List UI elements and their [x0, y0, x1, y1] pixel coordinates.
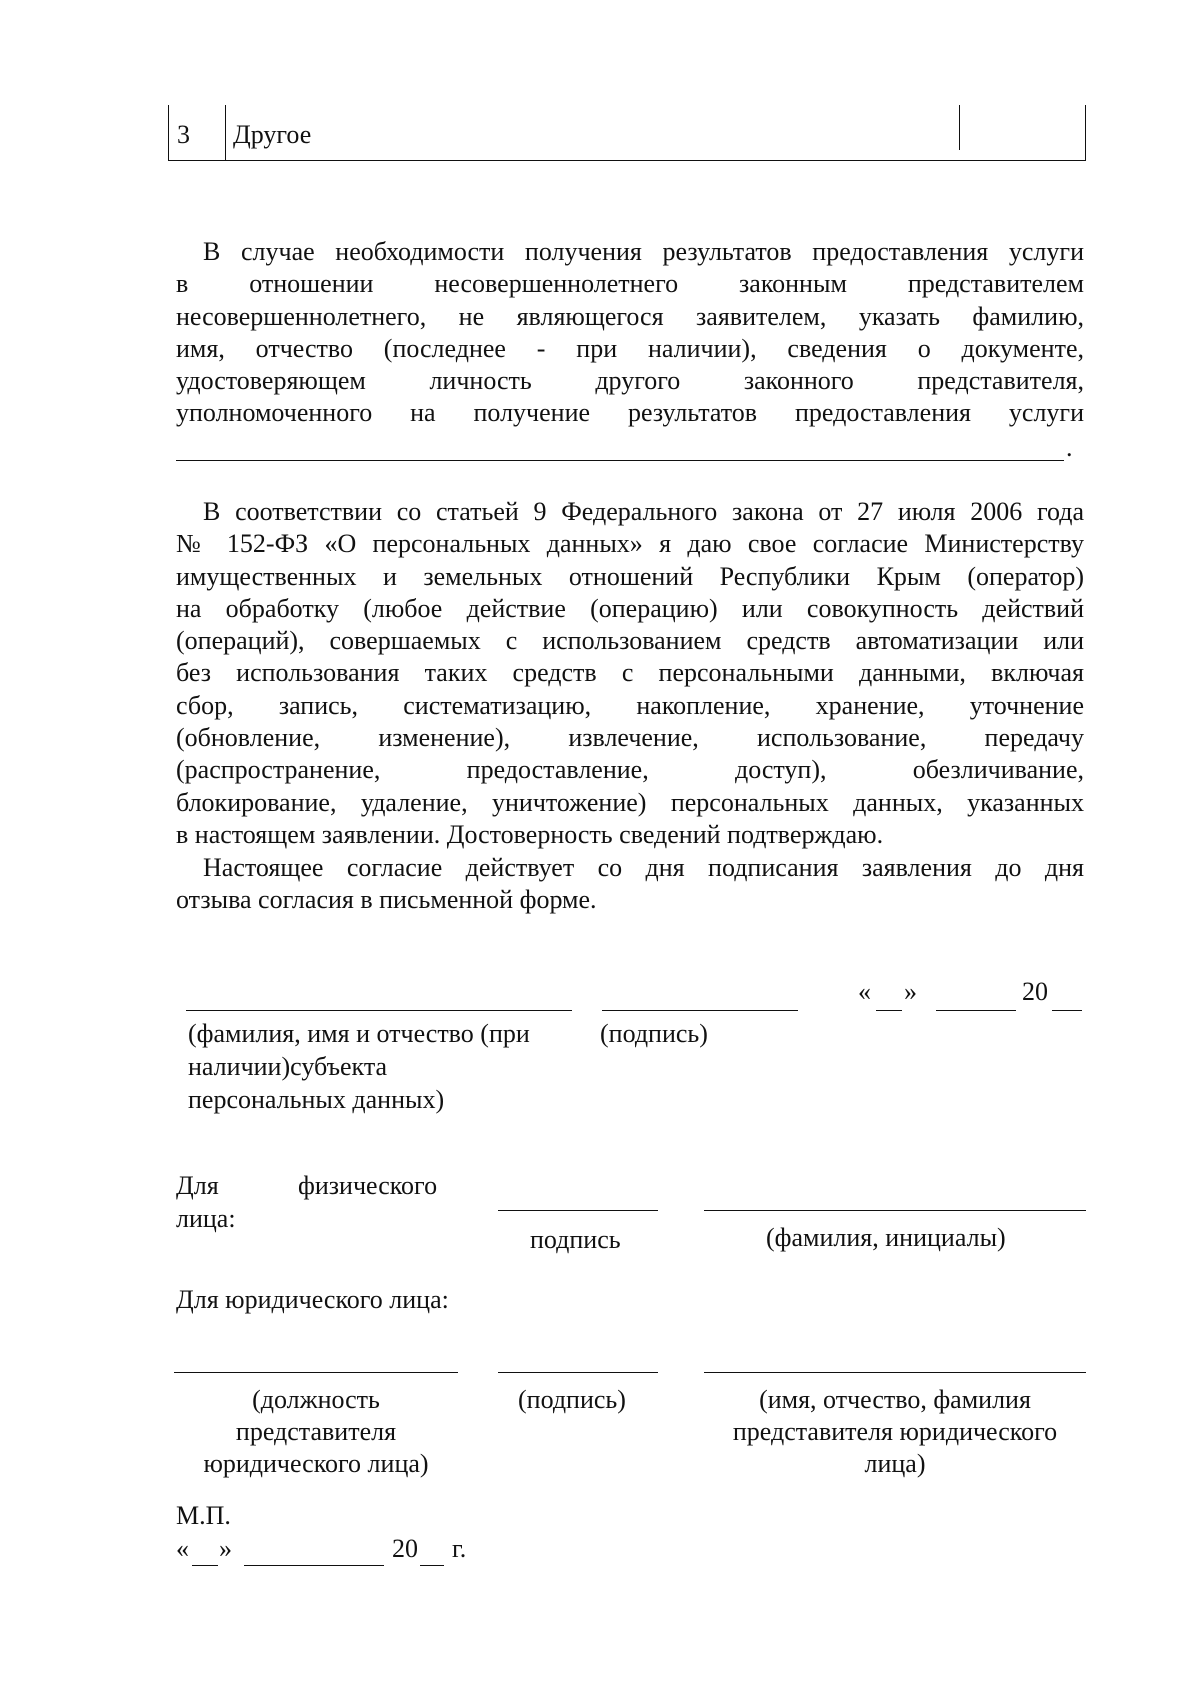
caption-line: представителя юридического [732, 1417, 1058, 1446]
paragraph-consent [176, 496, 1084, 851]
stamp-label: М.П. [176, 1501, 231, 1530]
date-day-line[interactable] [876, 1010, 902, 1011]
subject-name-line[interactable] [186, 1010, 572, 1011]
paragraph-line: уполномоченного на получение результатов предоставления услуги [176, 398, 1084, 428]
date-open-quote: « [858, 977, 871, 1006]
paragraph-line: (обновление, изменение), извлечение, использование, передачу [176, 723, 1084, 753]
date-month-line[interactable] [936, 1010, 1016, 1011]
paragraph-line: (операций), совершаемых с использованием средств автоматизации или [176, 626, 1084, 656]
paragraph-line: сбор, запись, систематизацию, накопление, хранение, уточнение [176, 690, 1084, 720]
caption-line: (имя, отчество, фамилия [759, 1385, 1031, 1414]
legal-position-line[interactable] [174, 1372, 458, 1373]
paragraph-line: В случае необходимости получения результатов предоставления услуги [203, 237, 1084, 266]
legal-position-caption [174, 1384, 458, 1480]
individual-label: Для [176, 1171, 219, 1200]
paragraph-line: имущественных и земельных отношений Республики Крым (оператор) [176, 561, 1084, 591]
paragraph-line: несовершеннолетнего, не являющегося заявителем, указать фамилию, [176, 301, 1084, 331]
date-year-prefix: 20 [1022, 977, 1048, 1006]
paragraph-representative [176, 236, 1084, 430]
legal-signature-line[interactable] [498, 1372, 658, 1373]
paragraph-line: имя, отчество (последнее - при наличии), сведения о документе, [176, 333, 1084, 363]
paragraph-validity [176, 852, 1084, 917]
legal-name-caption [704, 1384, 1086, 1480]
individual-signature-line[interactable] [498, 1210, 658, 1211]
subject-signature-caption: (подпись) [600, 1019, 708, 1048]
stamp-date-open-quote: « [176, 1534, 189, 1563]
paragraph-line: в отношении несовершеннолетнего законным представителем [176, 269, 1084, 299]
caption-line: представителя [235, 1417, 397, 1446]
stamp-date-month-line[interactable] [244, 1565, 384, 1566]
individual-label: физического [298, 1171, 438, 1200]
individual-name-caption: (фамилия, инициалы) [766, 1223, 1006, 1252]
date-close-quote: » [904, 977, 917, 1006]
legal-entity-label: Для юридического лица: [176, 1285, 449, 1314]
subject-name-caption: (фамилия, имя и отчество (при [188, 1019, 530, 1048]
subject-name-caption: персональных данных) [188, 1085, 445, 1114]
stamp-date-day-line[interactable] [192, 1565, 218, 1566]
paragraph-line: В соответствии со статьей 9 Федерального закона от 27 июля 2006 года [203, 497, 1084, 526]
paragraph-line: на обработку (любое действие (операцию) или совокупность действий [176, 593, 1084, 623]
paragraph-line: удостоверяющем личность другого законного представителя, [176, 366, 1084, 396]
individual-name-line[interactable] [704, 1210, 1086, 1211]
paragraph-line: (распространение, предоставление, доступ), обезличивание, [176, 755, 1084, 785]
individual-label: лица: [176, 1204, 236, 1233]
table-divider [959, 105, 960, 150]
subject-signature-line[interactable] [602, 1010, 798, 1011]
caption-line: (должность [252, 1385, 380, 1414]
caption-line: юридического лица) [203, 1449, 429, 1478]
services-table-row [168, 105, 1086, 161]
stamp-date-year-suffix: г. [452, 1534, 467, 1563]
fill-line-period: . [1066, 433, 1073, 462]
representative-fill-line[interactable] [176, 460, 1064, 461]
paragraph-line: Настоящее согласие действует со дня подписания заявления до дня [203, 853, 1084, 882]
subject-name-caption: наличии)субъекта [188, 1052, 388, 1081]
paragraph-line: в настоящем заявлении. Достоверность сведений подтверждаю. [176, 819, 884, 849]
table-row-label: Другое [233, 120, 312, 149]
individual-signature-caption: подпись [530, 1225, 621, 1254]
stamp-date-close-quote: » [219, 1534, 232, 1563]
table-divider [225, 105, 226, 160]
paragraph-line: блокирование, удаление, уничтожение) персональных данных, указанных [176, 787, 1084, 817]
date-year-line[interactable] [1052, 1010, 1082, 1011]
stamp-date-year-prefix: 20 [392, 1534, 418, 1563]
stamp-date-year-line[interactable] [420, 1565, 444, 1566]
legal-signature-caption: (подпись) [518, 1385, 626, 1414]
paragraph-line: № 152-ФЗ «О персональных данных» я даю свое согласие Министерству [176, 529, 1084, 559]
caption-line: лица) [864, 1449, 926, 1478]
paragraph-line: отзыва согласия в письменной форме. [176, 885, 597, 915]
table-row-number: 3 [177, 120, 190, 149]
legal-name-line[interactable] [704, 1372, 1086, 1373]
paragraph-line: без использования таких средств с персональными данными, включая [176, 658, 1084, 688]
